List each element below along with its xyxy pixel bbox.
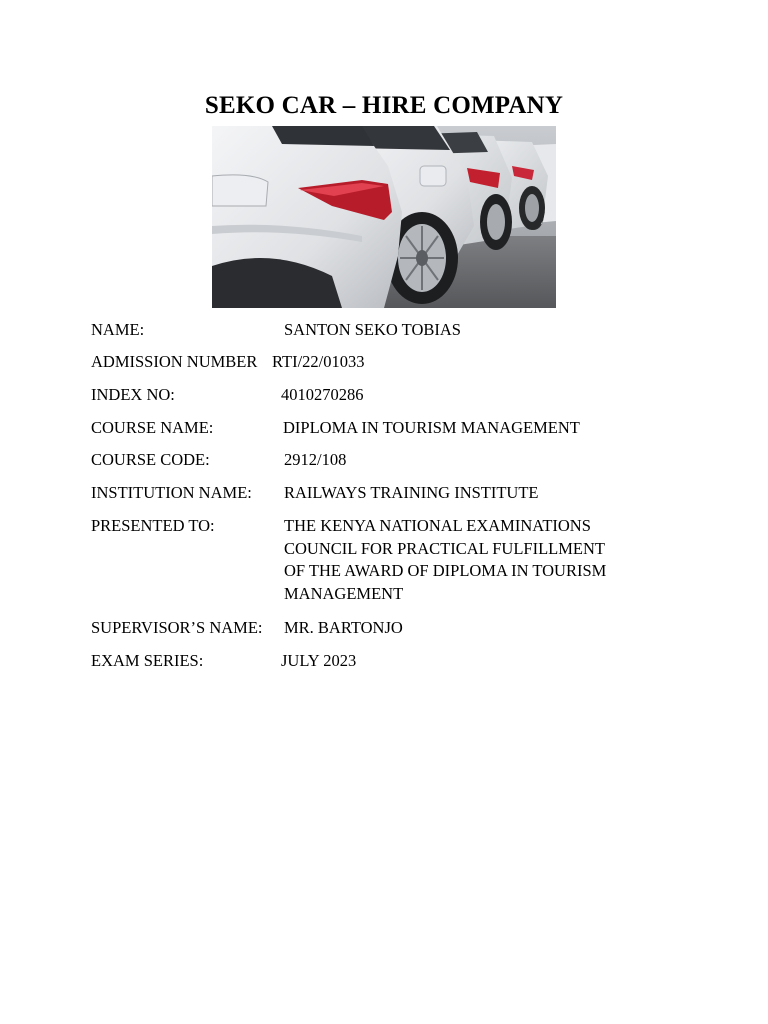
- course-code-label: COURSE CODE:: [91, 450, 210, 469]
- supervisor-label: SUPERVISOR’S NAME:: [91, 618, 263, 637]
- presented-to-line: OF THE AWARD OF DIPLOMA IN TOURISM: [284, 561, 607, 580]
- name-value: SANTON SEKO TOBIAS: [284, 320, 461, 339]
- page-title: SEKO CAR – HIRE COMPANY: [204, 92, 564, 119]
- institution-label: INSTITUTION NAME:: [91, 483, 252, 502]
- presented-to-line: COUNCIL FOR PRACTICAL FULFILLMENT: [284, 538, 606, 558]
- admission-value: RTI/22/01033: [272, 352, 365, 371]
- course-name-value: DIPLOMA IN TOURISM MANAGEMENT: [283, 418, 580, 437]
- exam-series-label: EXAM SERIES:: [91, 651, 204, 670]
- course-code-value: 2912/108: [284, 450, 347, 469]
- presented-to-line: THE KENYA NATIONAL EXAMINATIONS: [284, 516, 591, 535]
- supervisor-value: MR. BARTONJO: [284, 618, 403, 637]
- admission-label: ADMISSION NUMBER: [91, 352, 258, 371]
- cover-photo: [212, 126, 556, 308]
- name-label: NAME:: [91, 320, 145, 339]
- exam-series-value: JULY 2023: [281, 651, 357, 670]
- course-name-label: COURSE NAME:: [91, 418, 214, 437]
- institution-value: RAILWAYS TRAINING INSTITUTE: [284, 483, 539, 502]
- parked-white-cars-photo-icon: [212, 126, 556, 308]
- index-value: 4010270286: [281, 385, 364, 404]
- presented-to-label: PRESENTED TO:: [91, 516, 215, 535]
- index-label: INDEX NO:: [91, 385, 175, 404]
- presented-to-value: [284, 515, 644, 605]
- presented-to-line: MANAGEMENT: [284, 583, 404, 603]
